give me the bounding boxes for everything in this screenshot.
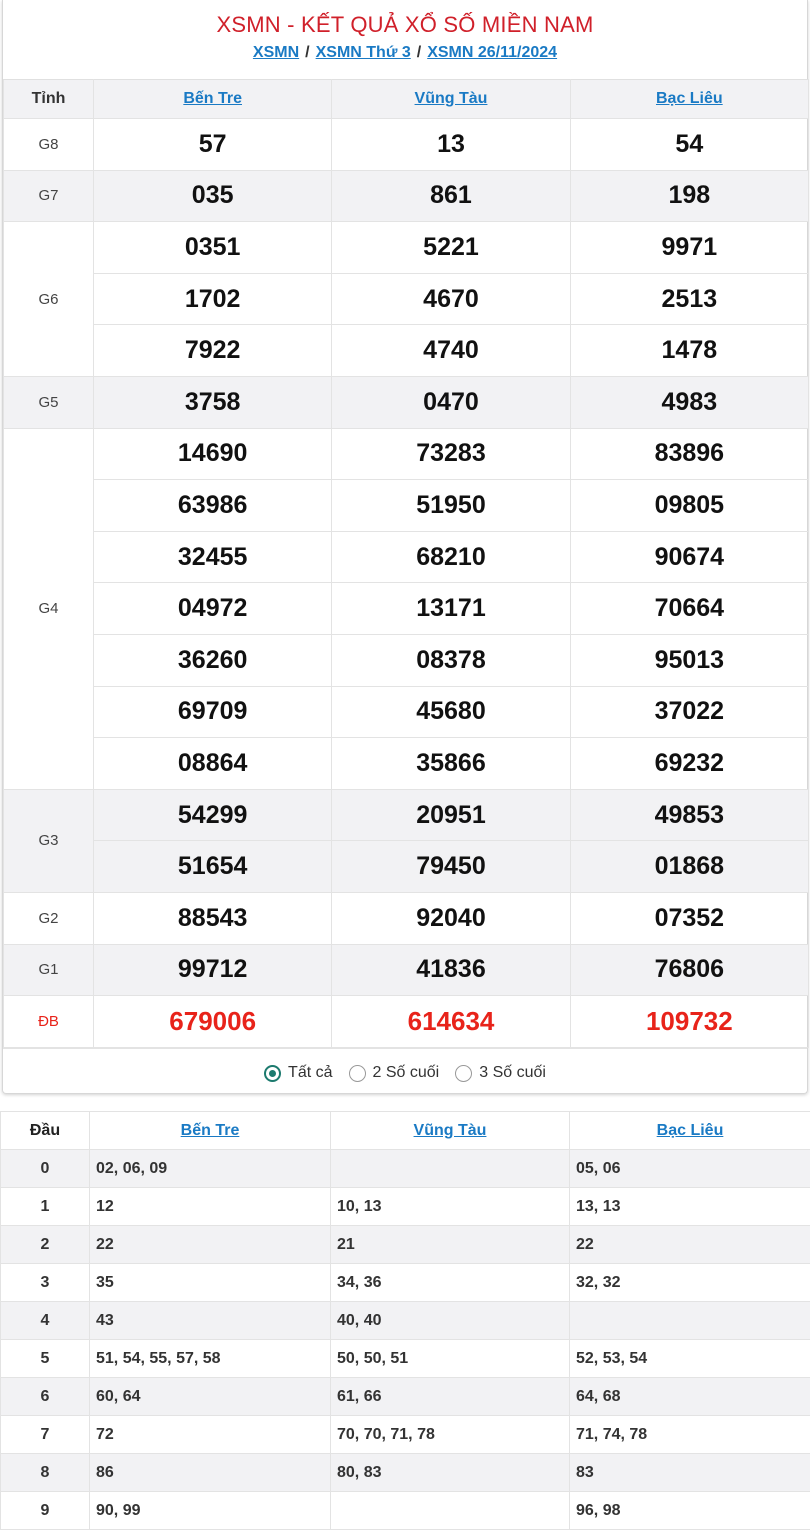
- loto-cell-vung-tau: 10, 13: [331, 1188, 570, 1226]
- prize-number-ben-tre: 51654: [94, 841, 332, 893]
- prize-number-ben-tre: 14690: [94, 428, 332, 480]
- prize-number-vung-tau: 4740: [332, 325, 570, 377]
- loto-cell-bac-lieu: 96, 98: [570, 1492, 810, 1530]
- prize-row: [4, 119, 809, 171]
- dau-digit: 5: [1, 1340, 90, 1378]
- loto-cell-vung-tau: [331, 1492, 570, 1530]
- dau-digit: 3: [1, 1264, 90, 1302]
- prize-number-bac-lieu: 37022: [570, 686, 808, 738]
- prize-label: G6: [4, 222, 94, 377]
- prize-number-vung-tau: 614634: [332, 996, 570, 1048]
- breadcrumb-separator: /: [305, 44, 310, 61]
- prize-number-bac-lieu: 83896: [570, 428, 808, 480]
- prize-row: [4, 583, 809, 635]
- loto-cell-ben-tre: 86: [90, 1454, 331, 1492]
- breadcrumb-xsmn-date[interactable]: XSMN 26/11/2024: [427, 44, 558, 61]
- prize-number-bac-lieu: 70664: [570, 583, 808, 635]
- filter-option-label: 3 Số cuối: [479, 1064, 546, 1082]
- province-column-label: Tỉnh: [4, 80, 94, 119]
- loto-link-bac-lieu[interactable]: Bạc Liêu: [656, 1121, 724, 1139]
- prize-number-ben-tre: 035: [94, 170, 332, 222]
- loto-row: [1, 1302, 810, 1340]
- loto-cell-bac-lieu: 22: [570, 1226, 810, 1264]
- loto-row: [1, 1378, 810, 1416]
- prize-row: [4, 789, 809, 841]
- prize-number-ben-tre: 04972: [94, 583, 332, 635]
- radio-selected-icon[interactable]: [264, 1065, 281, 1082]
- loto-cell-ben-tre: 02, 06, 09: [90, 1150, 331, 1188]
- loto-cell-ben-tre: 72: [90, 1416, 331, 1454]
- loto-cell-bac-lieu: 64, 68: [570, 1378, 810, 1416]
- loto-row: [1, 1492, 810, 1530]
- dau-digit: 1: [1, 1188, 90, 1226]
- page-title: XSMN - KẾT QUẢ XỔ SỐ MIỀN NAM: [216, 12, 594, 37]
- loto-cell-ben-tre: 43: [90, 1302, 331, 1340]
- prize-number-vung-tau: 861: [332, 170, 570, 222]
- loto-cell-bac-lieu: 32, 32: [570, 1264, 810, 1302]
- prize-label: G7: [4, 170, 94, 222]
- filter-option-all[interactable]: [264, 1064, 332, 1082]
- breadcrumb-xsmn-weekday[interactable]: XSMN Thứ 3: [315, 44, 411, 61]
- prize-row: [4, 634, 809, 686]
- province-link-ben-tre[interactable]: Bến Tre: [183, 90, 242, 107]
- loto-cell-vung-tau: 70, 70, 71, 78: [331, 1416, 570, 1454]
- prize-number-ben-tre: 63986: [94, 480, 332, 532]
- breadcrumb-xsmn[interactable]: XSMN: [252, 44, 300, 61]
- prize-row: [4, 892, 809, 944]
- loto-link-ben-tre[interactable]: Bến Tre: [180, 1121, 240, 1139]
- prize-number-vung-tau: 92040: [332, 892, 570, 944]
- prize-number-vung-tau: 51950: [332, 480, 570, 532]
- prize-label: G1: [4, 944, 94, 996]
- prize-number-bac-lieu: 90674: [570, 531, 808, 583]
- province-header-vung-tau: [332, 80, 570, 119]
- prize-label: G4: [4, 428, 94, 789]
- loto-cell-vung-tau: 34, 36: [331, 1264, 570, 1302]
- loto-cell-bac-lieu: 83: [570, 1454, 810, 1492]
- loto-cell-vung-tau: 80, 83: [331, 1454, 570, 1492]
- prize-number-vung-tau: 0470: [332, 376, 570, 428]
- loto-header-ben-tre: [90, 1112, 331, 1150]
- prize-label: G3: [4, 789, 94, 892]
- dau-digit: 8: [1, 1454, 90, 1492]
- prize-number-vung-tau: 08378: [332, 634, 570, 686]
- prize-number-bac-lieu: 1478: [570, 325, 808, 377]
- prize-number-ben-tre: 1702: [94, 273, 332, 325]
- prize-number-bac-lieu: 95013: [570, 634, 808, 686]
- prize-number-ben-tre: 08864: [94, 738, 332, 790]
- prize-label: G5: [4, 376, 94, 428]
- number-filter: [3, 1048, 807, 1098]
- loto-table: [0, 1111, 810, 1530]
- loto-cell-ben-tre: 22: [90, 1226, 331, 1264]
- prize-label: ĐB: [4, 996, 94, 1048]
- breadcrumb: [3, 44, 807, 62]
- radio-empty-icon[interactable]: [349, 1065, 366, 1082]
- loto-cell-vung-tau: 50, 50, 51: [331, 1340, 570, 1378]
- prize-row: [4, 841, 809, 893]
- prize-number-ben-tre: 679006: [94, 996, 332, 1048]
- results-table: [3, 79, 809, 1048]
- loto-cell-vung-tau: 61, 66: [331, 1378, 570, 1416]
- loto-cell-ben-tre: 12: [90, 1188, 331, 1226]
- prize-number-vung-tau: 68210: [332, 531, 570, 583]
- prize-number-ben-tre: 36260: [94, 634, 332, 686]
- prize-number-ben-tre: 54299: [94, 789, 332, 841]
- prize-number-vung-tau: 79450: [332, 841, 570, 893]
- prize-number-ben-tre: 69709: [94, 686, 332, 738]
- loto-row: [1, 1416, 810, 1454]
- province-header-bac-lieu: [570, 80, 808, 119]
- prize-row: [4, 428, 809, 480]
- prize-number-vung-tau: 41836: [332, 944, 570, 996]
- prize-number-bac-lieu: 54: [570, 119, 808, 171]
- prize-number-bac-lieu: 9971: [570, 222, 808, 274]
- prize-number-ben-tre: 7922: [94, 325, 332, 377]
- dau-digit: 6: [1, 1378, 90, 1416]
- prize-label: G2: [4, 892, 94, 944]
- dau-digit: 0: [1, 1150, 90, 1188]
- prize-number-ben-tre: 3758: [94, 376, 332, 428]
- loto-header-bac-lieu: [570, 1112, 810, 1150]
- loto-row: [1, 1340, 810, 1378]
- dau-digit: 2: [1, 1226, 90, 1264]
- loto-cell-ben-tre: 60, 64: [90, 1378, 331, 1416]
- filter-option-last-3[interactable]: [455, 1064, 546, 1082]
- loto-cell-vung-tau: 21: [331, 1226, 570, 1264]
- dau-column-label: Đầu: [1, 1112, 90, 1150]
- prize-number-bac-lieu: 109732: [570, 996, 808, 1048]
- prize-number-vung-tau: 73283: [332, 428, 570, 480]
- filter-option-label: 2 Số cuối: [372, 1064, 440, 1082]
- loto-cell-vung-tau: 40, 40: [331, 1302, 570, 1340]
- loto-header-vung-tau: [331, 1112, 570, 1150]
- prize-number-ben-tre: 57: [94, 119, 332, 171]
- loto-row: [1, 1226, 810, 1264]
- loto-row: [1, 1188, 810, 1226]
- prize-number-vung-tau: 35866: [332, 738, 570, 790]
- filter-option-last-2[interactable]: [349, 1064, 440, 1082]
- province-header-ben-tre: [94, 80, 332, 119]
- prize-row: [4, 738, 809, 790]
- prize-number-ben-tre: 0351: [94, 222, 332, 274]
- loto-cell-ben-tre: 90, 99: [90, 1492, 331, 1530]
- prize-number-vung-tau: 4670: [332, 273, 570, 325]
- loto-cell-bac-lieu: 71, 74, 78: [570, 1416, 810, 1454]
- loto-cell-ben-tre: 51, 54, 55, 57, 58: [90, 1340, 331, 1378]
- dau-digit: 4: [1, 1302, 90, 1340]
- loto-cell-bac-lieu: 05, 06: [570, 1150, 810, 1188]
- loto-cell-vung-tau: [331, 1150, 570, 1188]
- loto-cell-bac-lieu: 52, 53, 54: [570, 1340, 810, 1378]
- prize-row: [4, 376, 809, 428]
- loto-cell-bac-lieu: 13, 13: [570, 1188, 810, 1226]
- prize-row: [4, 273, 809, 325]
- prize-row: [4, 686, 809, 738]
- prize-row: [4, 480, 809, 532]
- prize-number-ben-tre: 99712: [94, 944, 332, 996]
- prize-number-bac-lieu: 76806: [570, 944, 808, 996]
- prize-number-vung-tau: 13: [332, 119, 570, 171]
- prize-label: G8: [4, 119, 94, 171]
- filter-option-label: Tất cả: [288, 1064, 333, 1082]
- prize-row: [4, 531, 809, 583]
- loto-row: [1, 1150, 810, 1188]
- prize-row: [4, 944, 809, 996]
- prize-number-bac-lieu: 198: [570, 170, 808, 222]
- prize-number-vung-tau: 20951: [332, 789, 570, 841]
- prize-number-bac-lieu: 4983: [570, 376, 808, 428]
- prize-number-vung-tau: 13171: [332, 583, 570, 635]
- prize-number-bac-lieu: 01868: [570, 841, 808, 893]
- loto-row: [1, 1454, 810, 1492]
- loto-link-vung-tau[interactable]: Vũng Tàu: [413, 1121, 487, 1139]
- prize-number-bac-lieu: 07352: [570, 892, 808, 944]
- prize-number-vung-tau: 45680: [332, 686, 570, 738]
- results-header-row: [4, 80, 809, 119]
- radio-empty-icon[interactable]: [455, 1065, 472, 1082]
- prize-number-ben-tre: 88543: [94, 892, 332, 944]
- breadcrumb-separator: /: [416, 44, 422, 61]
- loto-cell-bac-lieu: [570, 1302, 810, 1340]
- prize-number-vung-tau: 5221: [332, 222, 570, 274]
- dau-digit: 9: [1, 1492, 90, 1530]
- prize-number-bac-lieu: 2513: [570, 273, 808, 325]
- prize-number-bac-lieu: 69232: [570, 738, 808, 790]
- prize-row: [4, 170, 809, 222]
- prize-row: [4, 996, 809, 1048]
- loto-cell-ben-tre: 35: [90, 1264, 331, 1302]
- prize-number-bac-lieu: 49853: [570, 789, 808, 841]
- province-link-vung-tau[interactable]: Vũng Tàu: [414, 90, 488, 107]
- prize-row: [4, 325, 809, 377]
- dau-digit: 7: [1, 1416, 90, 1454]
- prize-number-ben-tre: 32455: [94, 531, 332, 583]
- results-header: [3, 0, 807, 79]
- loto-header-row: [1, 1112, 810, 1150]
- prize-number-bac-lieu: 09805: [570, 480, 808, 532]
- province-link-bac-lieu[interactable]: Bạc Liêu: [655, 90, 723, 107]
- prize-row: [4, 222, 809, 274]
- loto-row: [1, 1264, 810, 1302]
- results-panel: [2, 0, 808, 1094]
